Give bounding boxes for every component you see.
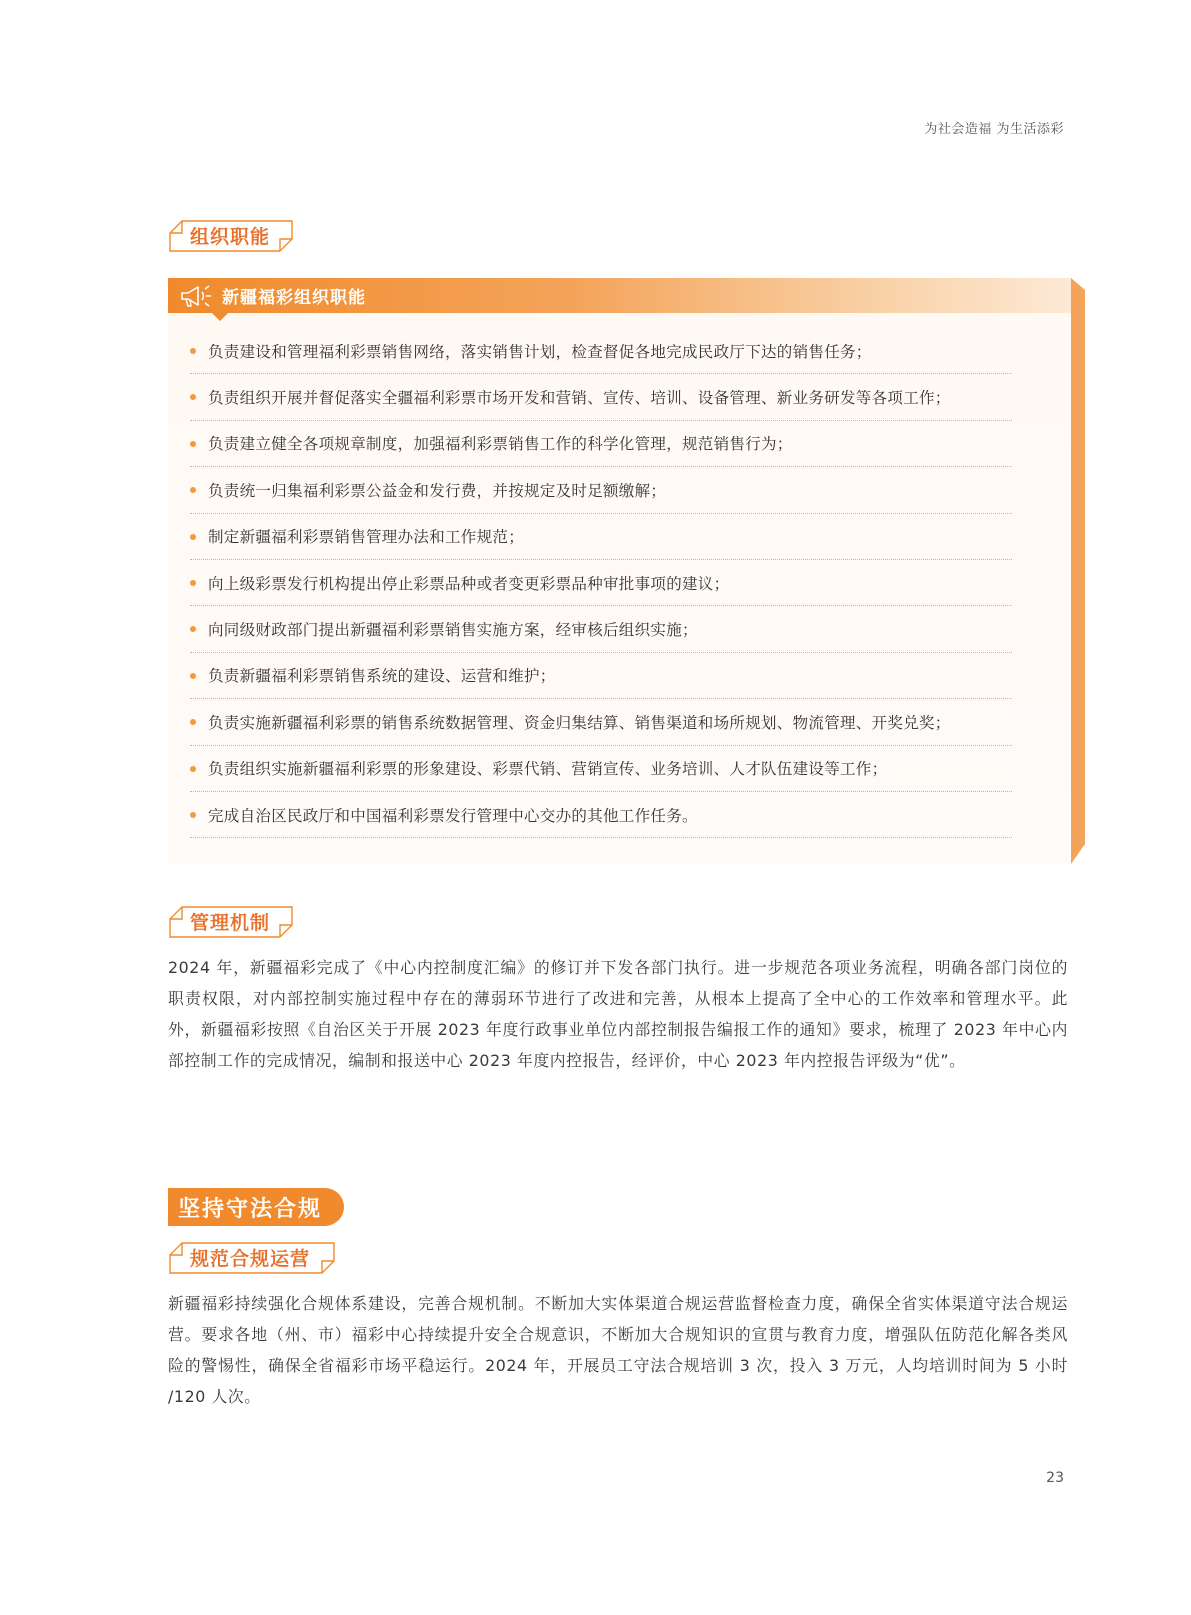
bullet-dot-icon [190,673,196,679]
section-heading-text: 管理机制 [190,911,271,934]
bullet-dot-icon [190,441,196,447]
bullet-dot-icon [190,766,196,772]
regulated-ops-paragraph: 新疆福彩持续强化合规体系建设，完善合规机制。不断加大实体渠道合规运营监督检查力度，确保全省实体渠道守法合规运营。要求各地（州、市）福彩中心持续提升安全合规意识，不断加大合规知识的宣贯与教育力度，增强队伍防范化解各类风险的警惕性，确保全省福彩市场平稳运行。2024 年，开展员工守法合规培训 3 次，投入 3 万元，人均培训时间为 5 小时 /120 人次。 [168,1294,1068,1406]
duty-item [190,421,1012,467]
duty-item [190,606,1012,652]
banner-notch [212,313,228,321]
duty-item-text: 负责建设和管理福利彩票销售网络，落实销售计划，检查督促各地完成民政厅下达的销售任务； [208,342,872,361]
bullet-dot-icon [190,580,196,586]
duty-box-banner [168,278,1071,313]
box-side-fold [1071,278,1085,864]
duty-item-text: 负责实施新疆福利彩票的销售系统数据管理、资金归集结算、销售渠道和场所规划、物流管理、开奖兑奖； [208,713,951,732]
duty-item-text: 向同级财政部门提出新疆福利彩票销售实施方案，经审核后组织实施； [208,621,698,640]
section-heading-compliance [168,1188,344,1226]
duty-item [190,560,1012,606]
main-heading-text: 坚持守法合规 [178,1196,323,1222]
header-slogan: 为社会造福 为生活添彩 [924,122,1064,137]
duty-item [190,699,1012,745]
section-heading-text: 组织职能 [190,225,271,248]
duty-item [190,328,1012,374]
duty-list [190,328,1012,838]
duty-item [190,374,1012,420]
duty-item-text: 负责组织开展并督促落实全疆福利彩票市场开发和营销、宣传、培训、设备管理、新业务研发等各项工作； [208,389,951,408]
bullet-dot-icon [190,348,196,354]
management-paragraph: 2024 年，新疆福彩完成了《中心内控制度汇编》的修订并下发各部门执行。进一步规范各项业务流程，明确各部门岗位的职责权限，对内部控制实施过程中存在的薄弱环节进行了改进和完善，从根本上提高了全中心的工作效率和管理水平。此外，新疆福彩按照《自治区关于开展 2023 年度行政事业单位内部控制报告编报工作的通知》要求，梳理了 2023 年中心内部控制工作的完成情况，编制和报送中心 2023 年度内控报告，经评价，中心 2023 年内控报告评级为“优”。 [168,958,1068,1070]
duty-item [190,792,1012,838]
duty-item-text: 负责新疆福利彩票销售系统的建设、运营和维护； [208,667,556,686]
duty-item-text: 负责组织实施新疆福利彩票的形象建设、彩票代销、营销宣传、业务培训、人才队伍建设等工作； [208,760,888,779]
duty-item-text: 完成自治区民政厅和中国福利彩票发行管理中心交办的其他工作任务。 [208,806,698,825]
duty-item [190,653,1012,699]
duty-item-text: 负责建立健全各项规章制度，加强福利彩票销售工作的科学化管理，规范销售行为； [208,435,793,454]
duty-box [168,278,1071,864]
bullet-dot-icon [190,487,196,493]
section-heading-text: 规范合规运营 [190,1247,311,1270]
page-number: 23 [1046,1470,1064,1486]
bullet-dot-icon [190,812,196,818]
bullet-dot-icon [190,719,196,725]
section-heading-management [168,904,270,938]
duty-item [190,746,1012,792]
section-heading-org-function [168,218,270,252]
section-heading-regulated-ops [168,1240,310,1274]
duty-item-text: 向上级彩票发行机构提出停止彩票品种或者变更彩票品种审批事项的建议； [208,574,730,593]
duty-item [190,514,1012,560]
megaphone-icon [178,283,212,309]
bullet-dot-icon [190,394,196,400]
duty-item-text: 负责统一归集福利彩票公益金和发行费，并按规定及时足额缴解； [208,481,667,500]
duty-box-title: 新疆福彩组织职能 [222,288,366,308]
bullet-dot-icon [190,626,196,632]
duty-item [190,467,1012,513]
bullet-dot-icon [190,534,196,540]
duty-item-text: 制定新疆福利彩票销售管理办法和工作规范； [208,528,525,547]
